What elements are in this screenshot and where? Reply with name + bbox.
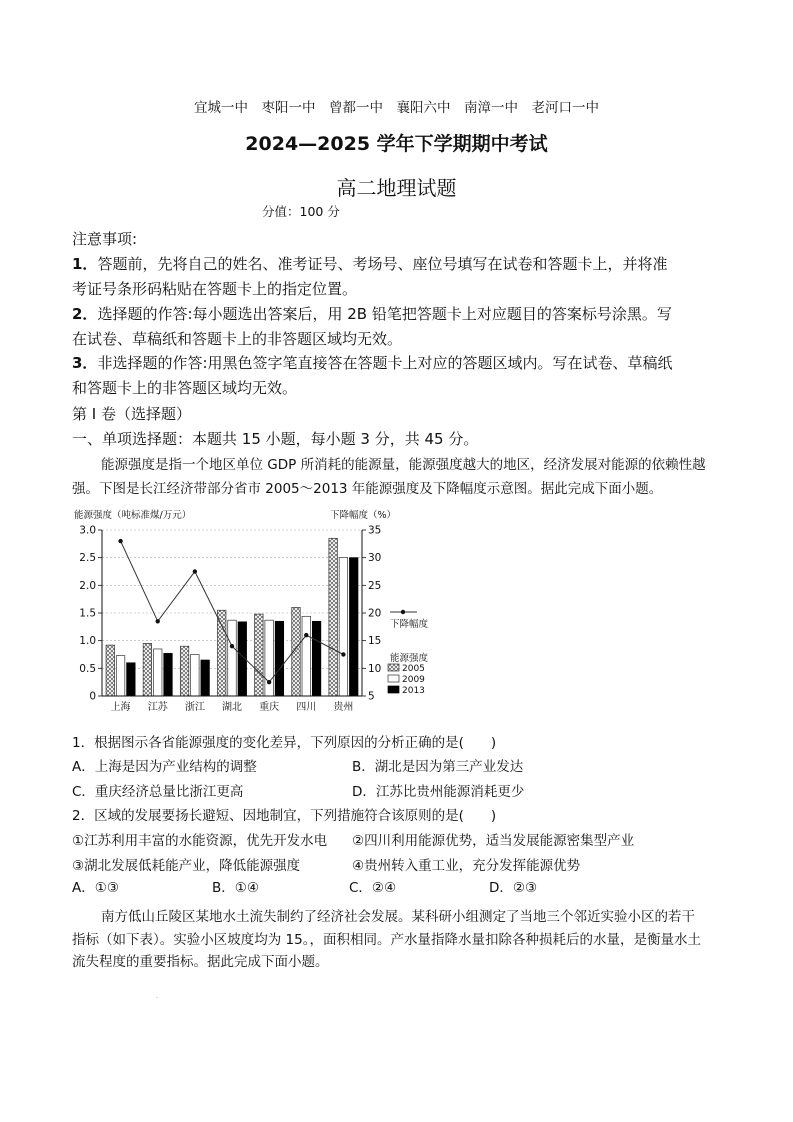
- q1-option-c: C．重庆经济总量比浙江更高: [72, 784, 244, 800]
- chart-bar-2013: [275, 621, 284, 696]
- q2-statement-1: ①江苏利用丰富的水能资源，优先开发水电: [72, 833, 328, 849]
- chart-bar-2009: [302, 616, 311, 696]
- chart-right-tick-label: 20: [368, 607, 382, 620]
- exam-title: 2024—2025 学年下学期期中考试: [245, 133, 548, 155]
- chart-category-label: 湖北: [222, 702, 242, 713]
- q2-statement-4: ④贵州转入重工业，充分发挥能源优势: [352, 858, 581, 874]
- notice-item-3-cont: 和答题卡上的非答题区域均无效。: [72, 379, 298, 397]
- q1-option-d: D．江苏比贵州能源消耗更少: [352, 784, 525, 800]
- chart-category-label: 贵州: [333, 702, 354, 713]
- score-label: 分值：100 分: [262, 204, 340, 219]
- chart-category-label: 江苏: [147, 702, 168, 713]
- intro-paragraph-line-1: 能源强度是指一个地区单位 GDP 所消耗的能源量，能源强度越大的地区，经济发展对能源的依赖性越: [101, 457, 706, 473]
- subject-title: 高二地理试题: [336, 176, 457, 200]
- legend-swatch-2005: [388, 664, 399, 671]
- chart-legend: [388, 610, 429, 696]
- chart-right-tick-label: 15: [368, 635, 382, 648]
- passage2-line-2: 指标（如下表）。实验小区坡度均为 15。，面积相同。产水量指降水量扣除各种损耗后的水量，是衡量水土: [72, 932, 701, 948]
- legend-label-2009: 2009: [402, 675, 425, 685]
- chart-left-tick-label: 0: [89, 690, 96, 703]
- legend-line-label: 下降幅度: [390, 619, 429, 630]
- chart-left-tick-label: 1.0: [79, 635, 96, 648]
- intro-paragraph-line-2: 强。下图是长江经济带部分省市 2005～2013 年能源强度及下降幅度示意图。据此完成下面小题。: [72, 481, 663, 497]
- legend-line-marker: [401, 610, 405, 614]
- chart-bar-2005: [217, 610, 226, 696]
- chart-left-tick-label: 1.5: [79, 607, 96, 620]
- chart-decline-point: [193, 569, 197, 573]
- notice-item-1-number: 1．: [72, 255, 98, 273]
- chart-right-tick-label: 35: [368, 524, 382, 537]
- chart-bar-2009: [191, 655, 200, 697]
- chart-right-tick-label: 30: [368, 552, 382, 565]
- chart-bar-2013: [349, 558, 358, 696]
- chart-bars: [106, 538, 358, 696]
- notice-item-2-text: 选择题的作答:每小题选出答案后，用 2B 铅笔把答题卡上对应题目的答案标号涂黑。写: [97, 305, 672, 323]
- chart-left-tick-label: 3.0: [79, 524, 96, 537]
- chart-decline-point: [341, 652, 345, 656]
- q2-option-b: B．①④: [212, 880, 259, 896]
- chart-category-label: 上海: [110, 702, 131, 713]
- notice-item-1: [72, 253, 667, 274]
- notice-item-2-cont: 在试卷、草稿纸和答题卡上的非答题区域均无效。: [72, 330, 403, 348]
- chart-bar-2009: [228, 620, 237, 696]
- chart-left-axis-title: 能源强度（吨标准煤/万元）: [74, 510, 192, 521]
- chart-category-label: 浙江: [184, 702, 205, 713]
- q1-option-b: B．湖北是因为第三产业发达: [352, 759, 524, 775]
- q2-statement-2: ②四川利用能源优势，适当发展能源密集型产业: [352, 833, 635, 849]
- q2-option-a: A．①③: [72, 880, 119, 896]
- part-title: 第 I 卷（选择题）: [72, 405, 191, 423]
- chart-bar-2005: [255, 614, 263, 696]
- chart-category-label: 四川: [296, 702, 317, 713]
- chart-right-tick-label: 25: [368, 579, 382, 592]
- chart-decline-point: [156, 619, 160, 623]
- chart-right-tick-label: 10: [368, 662, 382, 675]
- q2-option-d: D．②③: [489, 880, 538, 896]
- passage2-line-1: 南方低山丘陵区某地水土流失制约了经济社会发展。某科研小组测定了当地三个邻近实验小区的若干: [101, 909, 695, 925]
- q1-option-a: A．上海是因为产业结构的调整: [72, 759, 257, 775]
- chart-left-tick-label: 2.0: [79, 579, 96, 592]
- chart-left-tick-label: 0.5: [79, 662, 96, 675]
- chart-bar-2009: [153, 649, 162, 696]
- legend-swatch-2013: [388, 686, 399, 693]
- stray-mark: .: [156, 993, 158, 1000]
- chart-bar-2009: [116, 656, 125, 696]
- chart-left-tick-label: 2.5: [79, 552, 96, 565]
- chart-bar-2013: [164, 653, 173, 696]
- q2-statement-3: ③湖北发展低耗能产业，降低能源强度: [72, 858, 301, 874]
- chart-bar-2013: [127, 663, 136, 696]
- legend-label-2005: 2005: [402, 664, 425, 674]
- q2-option-c: C．②④: [349, 880, 397, 896]
- notice-item-1-text: 答题前，先将自己的姓名、准考证号、考场号、座位号填写在试卷和答题卡上，并将准: [97, 255, 668, 273]
- legend-swatch-2009: [388, 675, 399, 682]
- section-heading: 一、单项选择题：本题共 15 小题，每小题 3 分，共 45 分。: [72, 430, 479, 448]
- notice-item-2-number: 2．: [72, 305, 98, 323]
- chart-bar-2009: [265, 620, 274, 696]
- energy-intensity-chart: [72, 503, 429, 718]
- chart-decline-point: [304, 633, 308, 637]
- legend-bar-title: 能源强度: [390, 653, 429, 664]
- notice-item-3-text: 非选择题的作答:用黑色签字笔直接答在答题卡上对应的答题区域内。写在试卷、草稿纸: [97, 354, 673, 372]
- chart-right-axis-title: 下降幅度（%）: [330, 510, 397, 521]
- school-list: 宜城一中 枣阳一中 曾都一中 襄阳六中 南漳一中 老河口一中: [194, 100, 599, 116]
- notice-item-3: [72, 352, 673, 373]
- q1-stem: 1．根据图示各省能源强度的变化差异，下列原因的分析正确的是( ): [72, 735, 497, 751]
- notice-item-3-number: 3．: [72, 354, 98, 372]
- notice-heading: 注意事项:: [72, 230, 138, 248]
- chart-category-label: 重庆: [259, 702, 280, 713]
- chart-decline-point: [230, 644, 234, 648]
- notice-item-1-cont: 考证号条形码粘贴在答题卡上的指定位置。: [72, 280, 358, 298]
- chart-bar-2013: [201, 660, 210, 696]
- passage2-line-3: 流失程度的重要指标。据此完成下面小题。: [72, 954, 329, 970]
- legend-label-2013: 2013: [402, 686, 425, 696]
- q2-stem: 2．区域的发展要扬长避短、因地制宜，下列措施符合该原则的是( ): [72, 808, 497, 824]
- chart-bar-2005: [329, 538, 338, 696]
- chart-bar-2009: [339, 558, 348, 696]
- chart-right-tick-label: 5: [368, 690, 375, 703]
- chart-decline-point: [267, 680, 271, 684]
- chart-bar-2013: [312, 621, 321, 696]
- chart-bar-2005: [143, 643, 152, 696]
- chart-bar-2005: [106, 645, 115, 696]
- notice-item-2: [72, 303, 672, 324]
- chart-bar-2005: [180, 646, 189, 696]
- chart-decline-point: [118, 539, 122, 543]
